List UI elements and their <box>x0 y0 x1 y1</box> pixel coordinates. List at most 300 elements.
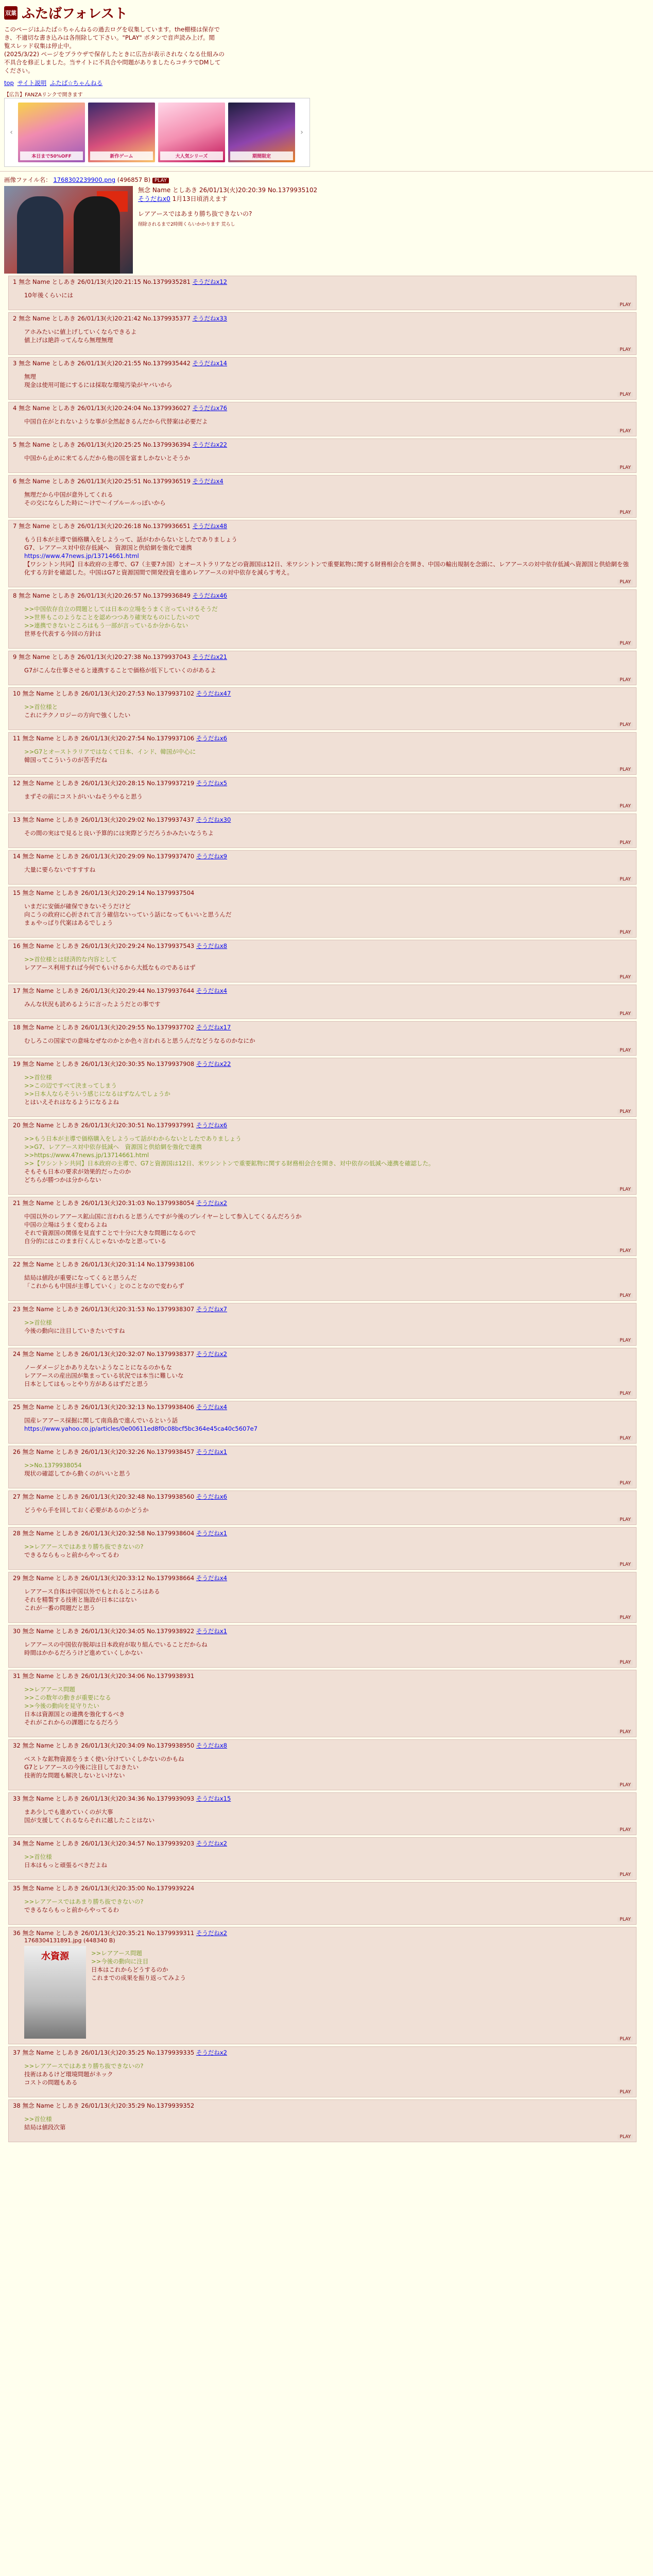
reply-index: 5 <box>13 441 17 448</box>
reply-header <box>13 1672 633 1680</box>
reply-header <box>13 1350 633 1358</box>
reply-meta: 無念 Name としあき 26/01/13(火)20:29:24 No.1379937543 <box>22 942 195 950</box>
reply-header <box>13 1929 633 1937</box>
reply-index: 34 <box>13 1840 21 1847</box>
reply-line: 中国以外のレアアース鉱山国に言われると思うんですが今後のプレイヤーとして参入してくるんだろうか <box>24 1213 302 1220</box>
reply-header <box>13 1574 633 1582</box>
reply-post <box>8 814 637 848</box>
reply-header <box>13 1199 633 1207</box>
ad-banner[interactable] <box>18 103 85 162</box>
reply-header <box>13 1448 633 1456</box>
sodane-button[interactable]: そうだねx8 <box>196 942 227 950</box>
reply-header <box>13 1306 633 1313</box>
quote-line: >>https://www.47news.jp/13714661.html <box>24 1151 149 1159</box>
quote-line: >>レアアースではあまり勝ち抜できないの? <box>24 1543 144 1550</box>
op-play-button[interactable]: PLAY <box>152 178 169 183</box>
reply-index: 16 <box>13 942 21 950</box>
reply-index: 8 <box>13 592 17 599</box>
reply-line: 大量に要らないですすすね <box>24 866 96 873</box>
reply-file-link[interactable]: 1768304131891.jpg (448340 B) <box>24 1937 115 1944</box>
play-button[interactable]: PLAY <box>617 1660 633 1665</box>
reply-line: どうやら手を回しておく必要があるのかどうか <box>24 1506 149 1514</box>
ad-banner[interactable] <box>88 103 155 162</box>
reply-body <box>24 2062 633 2087</box>
reply-body <box>24 902 633 927</box>
play-button[interactable]: PLAY <box>617 1827 633 1833</box>
reply-line: そもそも日本の要求が効果的だったのか <box>24 1168 131 1175</box>
reply-header <box>13 1840 633 1848</box>
reply-line: 自分的にはこのまま行くんじゃないかなと思っている <box>24 1238 166 1245</box>
op-post <box>4 186 649 274</box>
reply-line: 現状の確認してから動くのがいいと思う <box>24 1470 131 1477</box>
reply-post <box>8 475 637 518</box>
play-button[interactable]: PLAY <box>617 429 633 434</box>
reply-index: 32 <box>13 1742 21 1749</box>
notice-line: 覧スレッド収集は停止中。 <box>4 42 75 49</box>
reply-index: 31 <box>13 1672 21 1680</box>
person-figure <box>74 196 120 274</box>
play-button[interactable]: PLAY <box>617 1048 633 1053</box>
reply-line: 無理 <box>24 373 36 380</box>
nav-about-link[interactable]: サイト説明 <box>17 79 47 87</box>
ad-box <box>4 90 313 167</box>
play-button[interactable]: PLAY <box>617 302 633 308</box>
sodane-button[interactable]: そうだねx1 <box>196 1530 227 1537</box>
reply-meta: 無念 Name としあき 26/01/13(火)20:27:38 No.1379937043 <box>19 653 191 660</box>
reply-post <box>8 1882 637 1925</box>
reply-line: ノーダメージとかありえないようなことになるのかもな <box>24 1364 172 1371</box>
reply-meta: 無念 Name としあき 26/01/13(火)20:32:58 No.1379938604 <box>22 1530 195 1537</box>
quote-line: >>首位様 <box>24 1074 52 1081</box>
reply-index: 7 <box>13 522 17 530</box>
reply-line: できるならもっと前からやってるわ <box>24 1906 119 1913</box>
notice-line: (2025/3/22) ページをブラウザで保存したときに広告が表示されなくなる仕組みの <box>4 50 225 58</box>
reply-index: 21 <box>13 1199 21 1207</box>
sodane-button[interactable]: そうだねx1 <box>196 1448 227 1455</box>
reply-meta: 無念 Name としあき 26/01/13(火)20:32:48 No.1379938560 <box>22 1493 195 1500</box>
reply-line: G7、レアアース対中依存低減へ 資源国と供給網を強化で連携 <box>24 544 192 551</box>
reply-post <box>8 1527 637 1570</box>
notice-line: ください。 <box>4 67 34 74</box>
reply-index: 29 <box>13 1574 21 1582</box>
op-header <box>138 186 317 195</box>
person-figure <box>17 196 63 274</box>
op-file-label: 画像ファイル名： <box>4 176 51 183</box>
play-button[interactable]: PLAY <box>617 2090 633 2095</box>
reply-body <box>24 1363 633 1388</box>
play-button[interactable]: PLAY <box>617 1338 633 1343</box>
sodane-button[interactable]: そうだねx30 <box>196 816 231 823</box>
play-button[interactable]: PLAY <box>617 1615 633 1620</box>
reply-index: 19 <box>13 1060 21 1067</box>
play-button[interactable]: PLAY <box>617 510 633 515</box>
reply-header <box>13 1885 633 1892</box>
play-button[interactable]: PLAY <box>617 2134 633 2140</box>
reply-post <box>8 1401 637 1444</box>
reply-index: 38 <box>13 2102 21 2109</box>
quote-line: >>首位様とは経済的な内容として <box>24 956 117 963</box>
op-file-size: (496857 B) <box>117 176 151 183</box>
play-button[interactable]: PLAY <box>617 1248 633 1253</box>
reply-body <box>24 703 633 719</box>
sodane-button[interactable]: そうだねx4 <box>196 1574 227 1582</box>
play-button[interactable]: PLAY <box>617 975 633 980</box>
site-title[interactable]: ふたばフォレスト <box>22 6 128 22</box>
reply-line: これまでの成果を振り返ってみよう <box>91 1974 186 1981</box>
reply-index: 9 <box>13 653 17 660</box>
reply-header <box>13 779 633 787</box>
quote-line: >>首位様 <box>24 2115 52 2123</box>
sodane-button[interactable]: そうだねx76 <box>192 404 228 412</box>
quote-line: >>【ワシントン共同】日本政府の主導で、G7と資源国は12日、米ワシントンで重要鉱物に関する財務相会合を開き、対中依存の低減へ連携を確認した。 <box>24 1160 435 1167</box>
reply-meta: 無念 Name としあき 26/01/13(火)20:35:25 No.1379939335 <box>22 2049 195 2056</box>
sodane-button[interactable]: そうだねx2 <box>196 1350 227 1358</box>
site-notice <box>4 25 416 75</box>
play-button[interactable]: PLAY <box>617 1562 633 1567</box>
quote-line: >>この辺ですべて決まってしまう <box>24 1082 117 1089</box>
reply-line: 技術はあるけど環境問題がネック <box>24 2071 113 2078</box>
reply-body <box>24 829 633 837</box>
reply-meta: 無念 Name としあき 26/01/13(火)20:31:14 No.1379938106 <box>22 1261 195 1268</box>
thumbnail-caption: 水資源 <box>41 1951 69 1962</box>
reply-header <box>13 690 633 698</box>
reply-header <box>13 1261 633 1268</box>
reply-body <box>24 1000 633 1008</box>
play-button[interactable]: PLAY <box>617 580 633 585</box>
sodane-button[interactable]: そうだねx1 <box>196 1628 227 1635</box>
reply-index: 14 <box>13 853 21 860</box>
reply-thumbnail[interactable] <box>24 1946 86 2039</box>
reply-index: 30 <box>13 1628 21 1635</box>
reply-index: 13 <box>13 816 21 823</box>
thread <box>0 176 653 2142</box>
reply-post <box>8 1625 637 1668</box>
reply-line: どちらが勝つかは分からない <box>24 1176 101 1183</box>
op-file-line <box>4 176 649 184</box>
reply-post <box>8 940 637 982</box>
reply-url-link[interactable]: https://www.47news.jp/13714661.html <box>24 552 139 560</box>
reply-header <box>13 1628 633 1635</box>
notice-line: き、不適切な書き込みは各削除して下さい。"PLAY" ボタンで音声読み上げ。閲 <box>4 34 215 41</box>
reply-header <box>13 478 633 485</box>
sodane-button[interactable]: そうだねx21 <box>192 653 228 660</box>
reply-post <box>8 1197 637 1256</box>
reply-body <box>24 535 633 577</box>
sodane-button[interactable]: そうだねx46 <box>192 592 228 599</box>
reply-meta: 無念 Name としあき 26/01/13(火)20:21:15 No.1379935281 <box>19 278 191 285</box>
reply-index: 6 <box>13 478 17 485</box>
op-file-link[interactable]: 1768302239900.png <box>53 176 116 183</box>
quote-line: >>首位様 <box>24 1853 52 1860</box>
reply-post <box>8 1021 637 1056</box>
chevron-left-icon[interactable]: ‹ <box>10 128 13 137</box>
reply-index: 18 <box>13 1024 21 1031</box>
reply-post <box>8 1792 637 1835</box>
sodane-button[interactable]: そうだねx4 <box>196 1403 227 1411</box>
reply-meta: 無念 Name としあき 26/01/13(火)20:34:05 No.1379938922 <box>22 1628 195 1635</box>
chevron-right-icon[interactable]: › <box>300 128 303 137</box>
reply-line: 値上げは絶許ってんなら無理無理 <box>24 336 113 344</box>
sodane-button[interactable]: そうだねx6 <box>196 735 227 742</box>
sodane-button[interactable]: そうだねx47 <box>196 690 231 697</box>
play-button[interactable]: PLAY <box>617 1011 633 1016</box>
nav-top-link[interactable]: top <box>4 79 14 87</box>
reply-line: 中国から止めに来てるんだから他の国を富ましかないとそうか <box>24 454 190 462</box>
reply-meta: 無念 Name としあき 26/01/13(火)20:21:55 No.1379935442 <box>19 360 191 367</box>
reply-post <box>8 1670 637 1737</box>
play-button[interactable]: PLAY <box>617 392 633 397</box>
sodane-button[interactable]: そうだねx9 <box>196 853 227 860</box>
reply-index: 27 <box>13 1493 21 1500</box>
reply-index: 1 <box>13 278 17 285</box>
reply-header <box>13 889 633 897</box>
quote-line: >>今後の動向を見守りたい <box>24 1702 99 1709</box>
play-button[interactable]: PLAY <box>617 1391 633 1396</box>
reply-body <box>24 666 633 674</box>
reply-line: 技術的な問題も解決しないといけない <box>24 1772 125 1779</box>
reply-line: 向こうの政府に心折されて言う確信ないっていう話になってもいいと思うんだ <box>24 911 232 918</box>
reply-body <box>24 291 633 299</box>
sodane-button[interactable]: そうだねx2 <box>196 1929 227 1937</box>
reply-post <box>8 1119 637 1195</box>
reply-line: これが一番の問題だと思う <box>24 1604 95 1612</box>
reply-line: みんな状況も読めるように言ったようだとの事です <box>24 1001 161 1008</box>
quote-line: >>もう日本が主導で価格購入をしようって話がわからないとしたでありましょう <box>24 1135 242 1142</box>
sodane-button[interactable]: そうだねx12 <box>192 278 228 285</box>
reply-line: レアアースの中国依存脱却は日本政府が取り組んでいることだからね <box>24 1641 208 1648</box>
reply-index: 12 <box>13 779 21 787</box>
reply-body <box>24 748 633 764</box>
play-button[interactable]: PLAY <box>617 1436 633 1441</box>
reply-header <box>13 1060 633 1068</box>
reply-meta: 無念 Name としあき 26/01/13(火)20:28:15 No.1379937219 <box>22 779 195 787</box>
nav-futaba-link[interactable]: ふたば☆ちゃんねる <box>49 79 103 87</box>
reply-post <box>8 1348 637 1399</box>
play-button[interactable]: PLAY <box>617 767 633 772</box>
sodane-button[interactable]: そうだねx0 <box>138 195 170 202</box>
reply-line: その間の実はで見ると良い予算的には実際どうだろうかみたいなうちよ <box>24 829 214 837</box>
reply-line: 世界を代表する今回の方針は <box>24 630 101 637</box>
play-button[interactable]: PLAY <box>617 840 633 845</box>
reply-index: 37 <box>13 2049 21 2056</box>
sodane-button[interactable]: そうだねx48 <box>192 522 228 530</box>
play-button[interactable]: PLAY <box>617 641 633 646</box>
reply-meta: 無念 Name としあき 26/01/13(火)20:32:07 No.1379938377 <box>22 1350 195 1358</box>
ad-banner[interactable] <box>158 103 225 162</box>
play-button[interactable]: PLAY <box>617 1481 633 1486</box>
reply-line: 国産レアアース採掘に関して南鳥島で進んでいるという話 <box>24 1417 178 1424</box>
reply-line: できるならもっと前からやってるわ <box>24 1551 119 1558</box>
reply-line: レアアースの産出国が集まっている状況では本当に難しいな <box>24 1372 184 1379</box>
play-button[interactable]: PLAY <box>617 1187 633 1192</box>
reply-header <box>13 592 633 600</box>
divider <box>0 171 653 172</box>
reply-body <box>24 1461 633 1478</box>
ad-carousel <box>4 98 310 167</box>
sodane-button[interactable]: そうだねx4 <box>196 987 227 994</box>
reply-index: 10 <box>13 690 21 697</box>
reply-post <box>8 985 637 1019</box>
reply-meta: 無念 Name としあき 26/01/13(火)20:30:51 No.1379937991 <box>22 1122 195 1129</box>
sodane-button[interactable]: そうだねx17 <box>196 1024 231 1031</box>
reply-line: G7とレアアースの今後に注目しておきたい <box>24 1764 139 1771</box>
reply-body <box>24 1853 633 1869</box>
reply-header <box>13 2102 633 2110</box>
op-delete-note: 削除されるまで2時間くらいかかります 荒らし <box>138 222 235 227</box>
reply-meta: 無念 Name としあき 26/01/13(火)20:31:53 No.1379938307 <box>22 1306 195 1313</box>
reply-post <box>8 1837 637 1880</box>
reply-index: 25 <box>13 1403 21 1411</box>
reply-meta: 無念 Name としあき 26/01/13(火)20:34:57 No.1379939203 <box>22 1840 195 1847</box>
play-button[interactable]: PLAY <box>617 677 633 683</box>
play-button[interactable]: PLAY <box>617 930 633 935</box>
reply-body <box>24 1506 633 1514</box>
reply-meta: 無念 Name としあき 26/01/13(火)20:34:36 No.1379939093 <box>22 1795 195 1802</box>
sodane-button[interactable]: そうだねx5 <box>196 779 227 787</box>
reply-post <box>8 1490 637 1525</box>
quote-line: >>レアアースではあまり勝ち抜できないの? <box>24 1898 144 1905</box>
reply-meta: 無念 Name としあき 26/01/13(火)20:30:35 No.1379937908 <box>22 1060 195 1067</box>
sodane-button[interactable]: そうだねx2 <box>196 1199 227 1207</box>
sodane-button[interactable]: そうだねx6 <box>196 1122 227 1129</box>
reply-post <box>8 732 637 775</box>
play-button[interactable]: PLAY <box>617 1109 633 1114</box>
sodane-button[interactable]: そうだねx2 <box>196 2049 227 2056</box>
play-button[interactable]: PLAY <box>617 804 633 809</box>
play-button[interactable]: PLAY <box>617 1293 633 1298</box>
reply-header <box>13 942 633 950</box>
play-button[interactable]: PLAY <box>617 1917 633 1922</box>
reply-header <box>13 404 633 412</box>
play-button[interactable]: PLAY <box>617 1783 633 1788</box>
reply-post <box>8 1058 637 1117</box>
reply-post <box>8 1258 637 1301</box>
reply-line: レアアース利用すれば今何でもいけるから大抵なものであるはず <box>24 964 196 971</box>
reply-body <box>24 1416 633 1433</box>
ad-label: 【広告】FANZAリンクで開きます <box>4 92 83 98</box>
reply-index: 2 <box>13 315 17 322</box>
sodane-button[interactable]: そうだねx2 <box>196 1840 227 1847</box>
sodane-button[interactable]: そうだねx22 <box>192 441 228 448</box>
sodane-button[interactable]: そうだねx33 <box>192 315 228 322</box>
reply-post <box>8 850 637 885</box>
reply-index: 28 <box>13 1530 21 1537</box>
reply-index: 15 <box>13 889 21 896</box>
reply-body <box>24 372 633 389</box>
site-header <box>0 0 653 167</box>
reply-index: 24 <box>13 1350 21 1358</box>
reply-body <box>24 1212 633 1245</box>
reply-post <box>8 887 637 938</box>
reply-index: 20 <box>13 1122 21 1129</box>
reply-body <box>24 605 633 638</box>
reply-index: 22 <box>13 1261 21 1268</box>
reply-url-link[interactable]: https://www.yahoo.co.jp/articles/0e00611ed8f0c08bcf5bc364e45ca40c5607e7 <box>24 1425 258 1432</box>
quote-line: >>今後の動向に注目 <box>91 1958 149 1965</box>
reply-body <box>24 490 633 507</box>
reply-header <box>13 735 633 742</box>
reply-body <box>24 955 633 972</box>
sodane-button[interactable]: そうだねx4 <box>192 478 224 485</box>
reply-meta: 無念 Name としあき 26/01/13(火)20:29:14 No.1379937504 <box>22 889 195 896</box>
reply-post <box>8 687 637 730</box>
reply-line: その交にならした時に〜けで〜イプルールっぽいから <box>24 499 166 506</box>
reply-body <box>24 1543 633 1559</box>
reply-post <box>8 1927 637 2044</box>
reply-line: G7がこんな仕事させると連携することで価格が低下していくのがあるよ <box>24 667 216 674</box>
reply-header <box>13 1122 633 1129</box>
reply-index: 36 <box>13 1929 21 1937</box>
reply-line: コストの問題もある <box>24 2079 78 2086</box>
reply-body <box>24 1274 633 1290</box>
reply-body <box>24 2115 633 2131</box>
reply-body <box>24 1808 633 1824</box>
reply-meta: 無念 Name としあき 26/01/13(火)20:26:18 No.1379936651 <box>19 522 191 530</box>
reply-header <box>13 1530 633 1537</box>
reply-body <box>24 328 633 344</box>
reply-meta: 無念 Name としあき 26/01/13(火)20:29:09 No.1379937470 <box>22 853 195 860</box>
reply-meta: 無念 Name としあき 26/01/13(火)20:25:51 No.1379936519 <box>19 478 191 485</box>
reply-line: もう日本が主導で価格購入をしようって、話がわからないとしたでありましょう <box>24 536 237 543</box>
reply-line: 「これからも中国が主導していく」とのことなので変わらず <box>24 1282 184 1290</box>
play-button[interactable]: PLAY <box>617 722 633 727</box>
reply-post <box>8 2099 637 2142</box>
play-button[interactable]: PLAY <box>617 2037 633 2042</box>
reply-header <box>13 278 633 286</box>
play-button[interactable]: PLAY <box>617 1517 633 1522</box>
play-button[interactable]: PLAY <box>617 347 633 352</box>
ad-banner[interactable] <box>228 103 295 162</box>
op-message: レアアースではあまり勝ち抜できないの? <box>138 210 252 217</box>
reply-line: 韓国ってこういうのが苦手だね <box>24 756 107 764</box>
reply-post <box>8 520 637 587</box>
site-logo[interactable]: 双葉 <box>4 6 18 20</box>
reply-body <box>24 1640 633 1657</box>
ad-banner-caption: 本日まで50%OFF <box>20 151 83 160</box>
sodane-button[interactable]: そうだねx7 <box>196 1306 227 1313</box>
sodane-button[interactable]: そうだねx6 <box>196 1493 227 1500</box>
quote-line: >>世界もこのようなことを認めつつあり確実なものにしたいので <box>24 614 200 621</box>
sodane-button[interactable]: そうだねx22 <box>196 1060 231 1067</box>
reply-post <box>8 1303 637 1346</box>
reply-post <box>8 1572 637 1623</box>
reply-line: 今後の動向に注目していきたいですね <box>24 1327 125 1334</box>
reply-line: 時間はかかるだろうけど進めていくしかない <box>24 1649 143 1656</box>
ad-banner-caption: 新作ゲーム <box>90 151 153 160</box>
reply-line: レアアース自体は中国以外でもとれるところはある <box>24 1588 160 1595</box>
reply-index: 4 <box>13 404 17 412</box>
reply-header <box>13 853 633 860</box>
reply-line: 日本としてはもっとやり方があるはずだと思う <box>24 1380 149 1387</box>
play-button[interactable]: PLAY <box>617 1872 633 1877</box>
sodane-button[interactable]: そうだねx15 <box>196 1795 231 1802</box>
reply-index: 23 <box>13 1306 21 1313</box>
reply-meta: 無念 Name としあき 26/01/13(火)20:26:57 No.1379936849 <box>19 592 191 599</box>
sodane-button[interactable]: そうだねx8 <box>196 1742 227 1749</box>
reply-line: とはいえそれはなるようになるよね <box>24 1098 119 1106</box>
reply-index: 11 <box>13 735 21 742</box>
reply-header <box>13 1795 633 1803</box>
play-button[interactable]: PLAY <box>617 877 633 882</box>
site-title-row <box>4 3 649 22</box>
reply-meta: 無念 Name としあき 26/01/13(火)20:32:26 No.1379938457 <box>22 1448 195 1455</box>
sodane-button[interactable]: そうだねx14 <box>192 360 228 367</box>
play-button[interactable]: PLAY <box>617 1730 633 1735</box>
quote-line: >>G7とオーストラリアではなくて日本、インド、韓国が中心に <box>24 748 196 755</box>
reply-meta: 無念 Name としあき 26/01/13(火)20:35:21 No.1379939311 <box>22 1929 195 1937</box>
play-button[interactable]: PLAY <box>617 465 633 470</box>
op-image[interactable] <box>4 186 133 274</box>
